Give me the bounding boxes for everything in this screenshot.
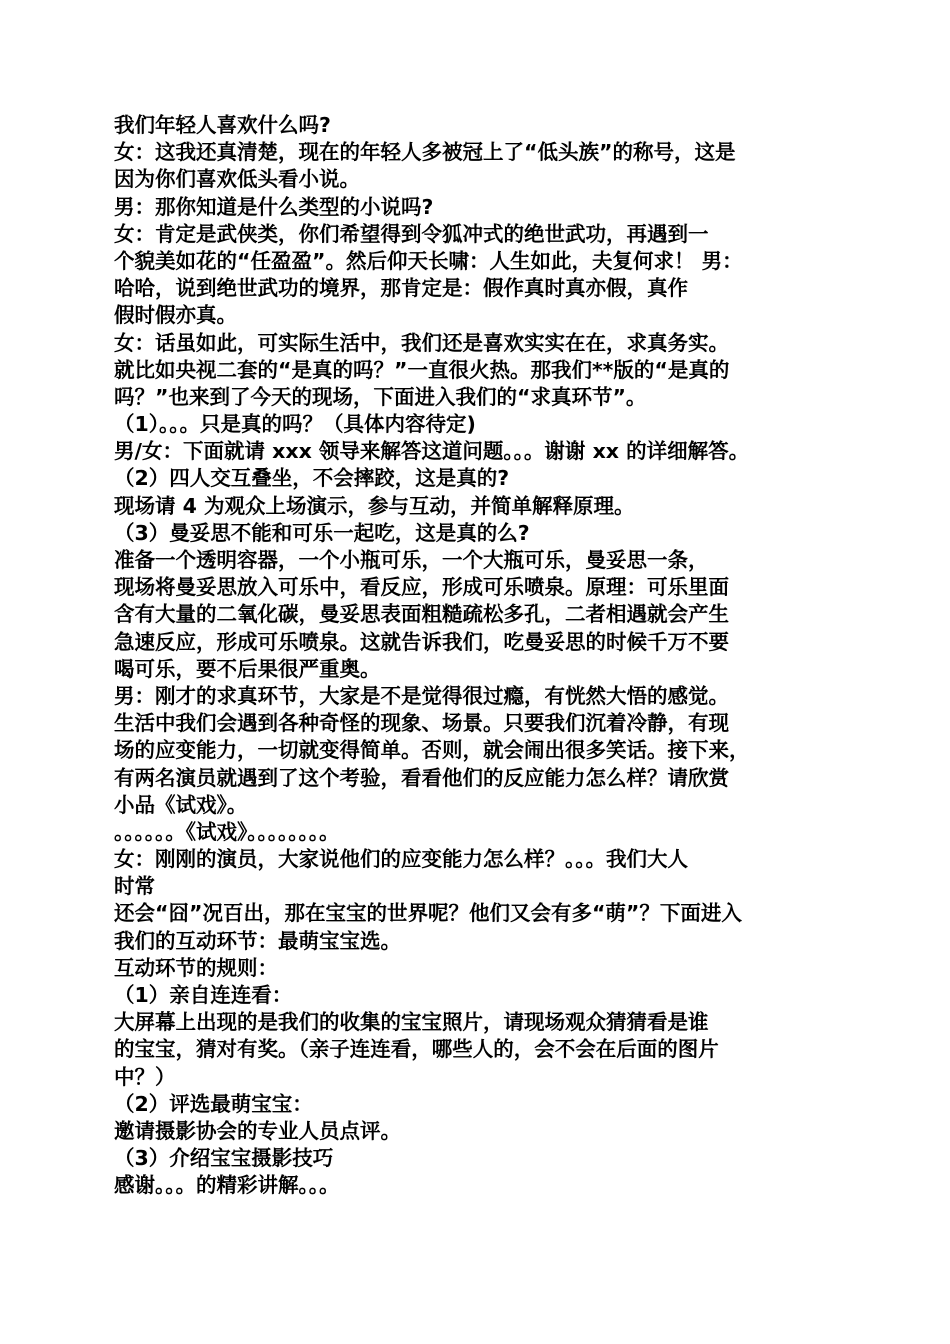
text-line-29: 时常 xyxy=(114,874,155,899)
text-line-16: （3）曼妥思不能和可乐一起吃，这是真的么? xyxy=(114,520,530,545)
text-line-28: 女：刚刚的演员，大家说他们的应变能力怎么样？。。。我们大人 xyxy=(114,847,688,872)
text-line-31: 我们的互动环节：最萌宝宝选。 xyxy=(114,928,401,953)
text-line-27: 。。。。。。《试戏》。。。。。。。。 xyxy=(114,819,340,844)
text-line-23: 生活中我们会遇到各种奇怪的现象、场景。只要我们沉着冷静，有现 xyxy=(114,711,729,736)
text-line-25: 有两名演员就遇到了这个考验，看看他们的反应能力怎么样？请欣赏 xyxy=(114,765,729,790)
document-body xyxy=(114,112,844,1200)
text-line-37: （2）评选最萌宝宝： xyxy=(114,1091,313,1116)
text-line-34: 大屏幕上出现的是我们的收集的宝宝照片，请现场观众猜猜看是谁 xyxy=(114,1010,709,1035)
text-line-10: 就比如央视二套的“是真的吗？”一直很火热。那我们**版的“是真的 xyxy=(114,357,730,382)
text-line-15: 现场请 4 为观众上场演示，参与互动，并简单解释原理。 xyxy=(114,493,635,518)
text-line-35: 的宝宝，猜对有奖。（亲子连连看，哪些人的，会不会在后面的图片 xyxy=(114,1037,719,1062)
text-line-20: 急速反应，形成可乐喷泉。这就告诉我们，吃曼妥思的时候千万不要 xyxy=(114,629,729,654)
text-line-32: 互动环节的规则： xyxy=(114,955,278,980)
text-line-24: 场的应变能力，一切就变得简单。否则，就会闹出很多笑话。接下来， xyxy=(114,738,750,763)
text-line-13: 男/女：下面就请 xxx 领导来解答这道问题。。。谢谢 xx 的详细解答。 xyxy=(114,439,750,464)
text-line-21: 喝可乐，要不后果很严重奥。 xyxy=(114,656,381,681)
text-line-5: 女：肯定是武侠类，你们希望得到令狐冲式的绝世武功，再遇到一 xyxy=(114,221,709,246)
text-line-1: 我们年轻人喜欢什么吗? xyxy=(114,113,331,137)
text-line-7: 哈哈，说到绝世武功的境界，那肯定是：假作真时真亦假，真作 xyxy=(114,276,688,301)
text-line-19: 含有大量的二氧化碳，曼妥思表面粗糙疏松多孔，二者相遇就会产生 xyxy=(114,602,729,627)
text-line-40: 感谢。。。的精彩讲解。。。 xyxy=(114,1173,340,1198)
text-line-6: 个貌美如花的“任盈盈”。然后仰天长啸：人生如此，夫复何求！ 男： xyxy=(114,248,743,273)
text-line-39: （3）介绍宝宝摄影技巧 xyxy=(114,1146,334,1171)
text-line-2: 女：这我还真清楚，现在的年轻人多被冠上了“低头族”的称号，这是 xyxy=(114,140,736,165)
text-line-11: 吗？”也来到了今天的现场，下面进入我们的“求真环节”。 xyxy=(114,384,647,409)
text-line-36: 中？） xyxy=(114,1064,176,1089)
text-line-12: （1）。。。只是真的吗？（具体内容待定) xyxy=(114,412,476,437)
text-line-17: 准备一个透明容器，一个小瓶可乐，一个大瓶可乐，曼妥思一条， xyxy=(114,548,709,572)
text-line-26: 小品《试戏》。 xyxy=(114,792,248,817)
text-line-33: （1）亲自连连看： xyxy=(114,983,293,1007)
text-line-9: 女：话虽如此，可实际生活中，我们还是喜欢实实在在，求真务实。 xyxy=(114,330,729,355)
text-line-22: 男：刚才的求真环节，大家是不是觉得很过瘾，有恍然大悟的感觉。 xyxy=(114,683,729,708)
text-line-14: （2）四人交互叠坐，不会摔跤，这是真的? xyxy=(114,466,510,491)
text-line-38: 邀请摄影协会的专业人员点评。 xyxy=(114,1118,401,1143)
text-line-4: 男：那你知道是什么类型的小说吗? xyxy=(114,194,434,219)
text-line-30: 还会“囧”况百出，那在宝宝的世界呢？他们又会有多“萌”？下面进入 xyxy=(114,901,742,926)
text-line-3: 因为你们喜欢低头看小说。 xyxy=(114,167,360,192)
text-line-8: 假时假亦真。 xyxy=(114,303,237,328)
text-line-18: 现场将曼妥思放入可乐中，看反应，形成可乐喷泉。原理：可乐里面 xyxy=(114,575,729,600)
